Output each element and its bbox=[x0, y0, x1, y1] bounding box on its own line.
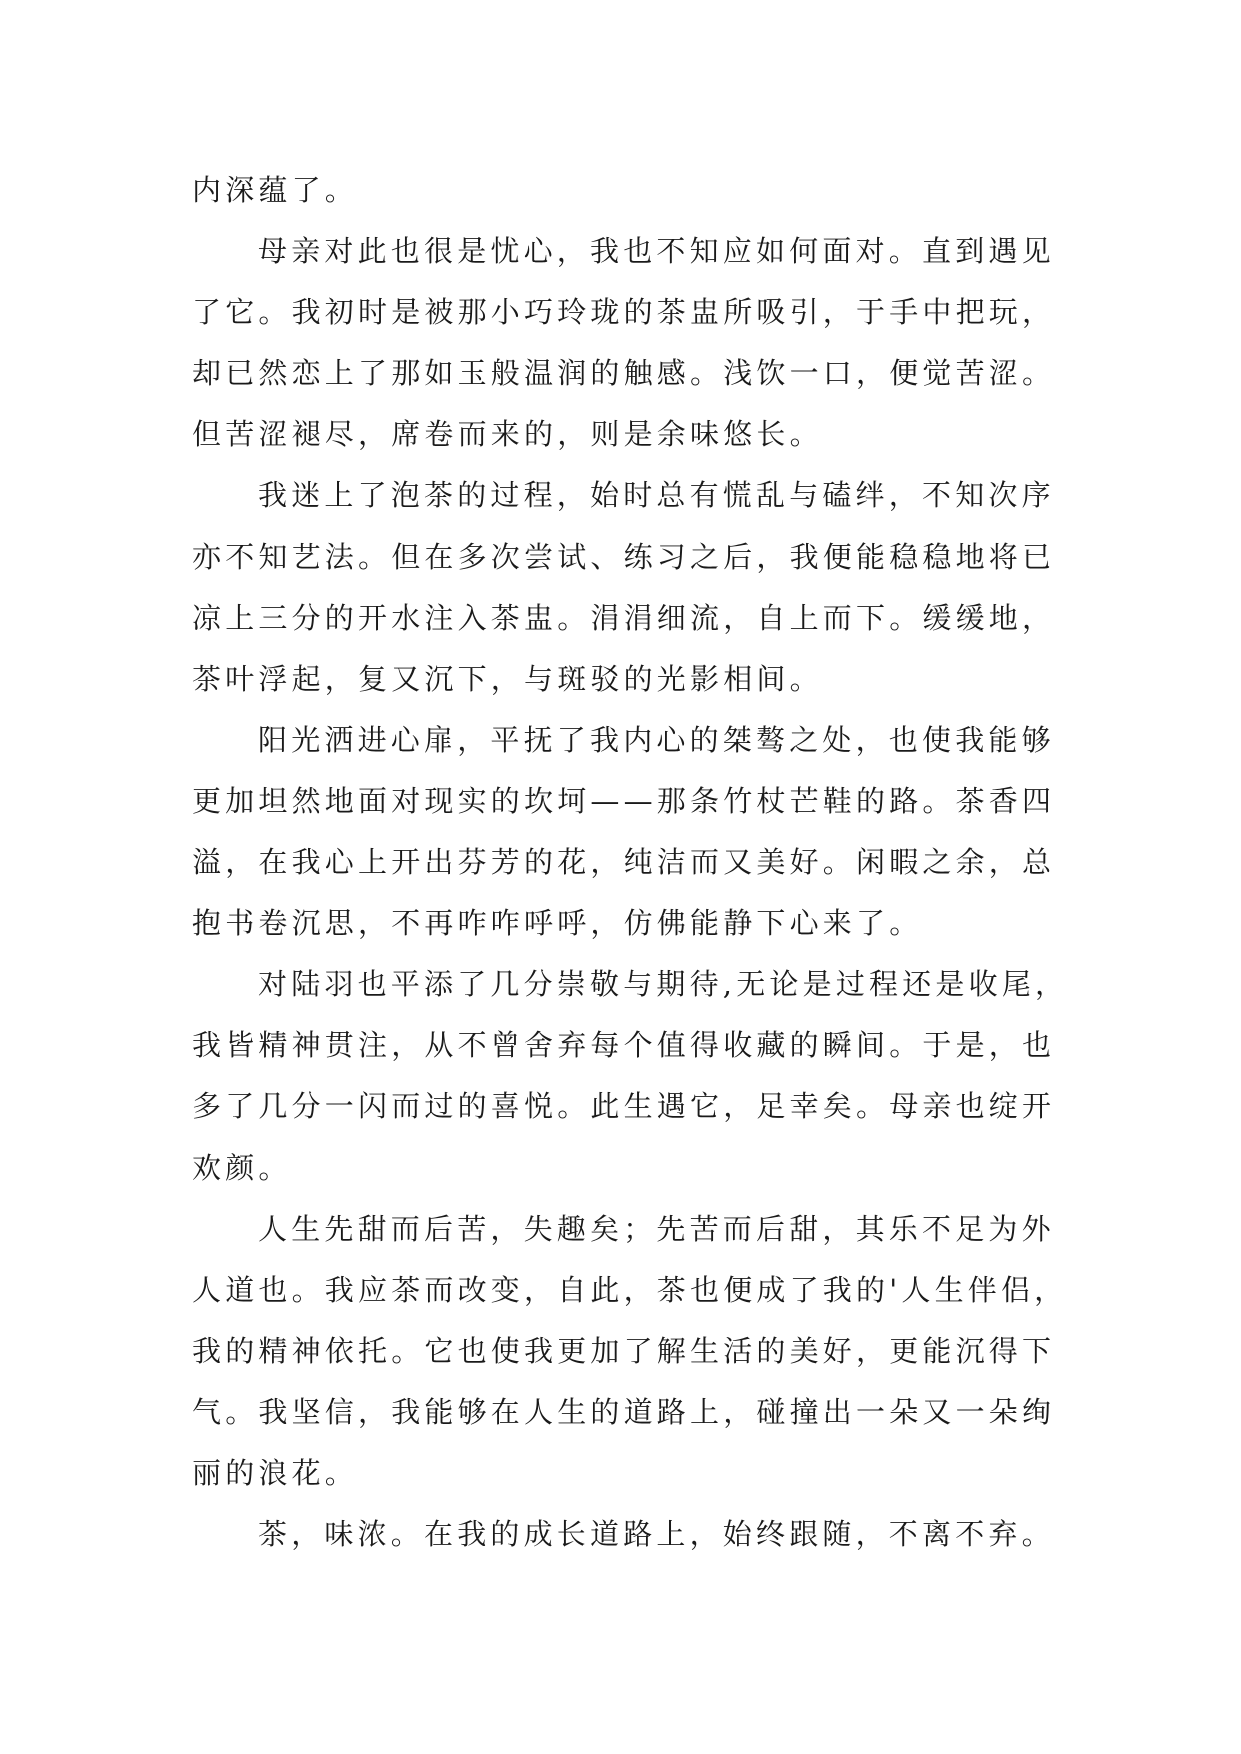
paragraph-line: 人道也。我应茶而改变，自此，茶也便成了我的'人生伴侣， bbox=[192, 1272, 1068, 1307]
paragraph-line: 我迷上了泡茶的过程，始时总有慌乱与磕绊，不知次序 bbox=[258, 478, 1055, 513]
paragraph-line: 我的精神依托。它也使我更加了解生活的美好，更能沉得下 bbox=[192, 1333, 1056, 1368]
paragraph-line: 人生先甜而后苦，失趣矣；先苦而后甜，其乐不足为外 bbox=[258, 1211, 1055, 1246]
paragraph-line: 亦不知艺法。但在多次尝试、练习之后，我便能稳稳地将已 bbox=[192, 539, 1056, 574]
paragraph-line: 茶叶浮起，复又沉下，与斑驳的光影相间。 bbox=[192, 661, 823, 696]
paragraph-line: 更加坦然地面对现实的坎坷——那条竹杖芒鞋的路。茶香四 bbox=[192, 783, 1056, 818]
paragraph-line: 欢颜。 bbox=[192, 1150, 292, 1185]
paragraph-line: 却已然恋上了那如玉般温润的触感。浅饮一口，便觉苦涩。 bbox=[192, 356, 1056, 391]
paragraph-line: 多了几分一闪而过的喜悦。此生遇它，足幸矣。母亲也绽开 bbox=[192, 1089, 1056, 1124]
paragraph-line: 溢，在我心上开出芬芳的花，纯洁而又美好。闲暇之余，总 bbox=[192, 845, 1056, 880]
paragraph-line: 丽的浪花。 bbox=[192, 1455, 359, 1490]
paragraph-line: 内深蕴了。 bbox=[192, 173, 359, 207]
paragraph-line: 母亲对此也很是忧心，我也不知应如何面对。直到遇见 bbox=[258, 234, 1055, 269]
paragraph-line: 凉上三分的开水注入茶盅。涓涓细流，自上而下。缓缓地， bbox=[192, 600, 1056, 635]
paragraph-line: 茶，味浓。在我的成长道路上，始终跟随，不离不弃。 bbox=[258, 1517, 1055, 1552]
paragraph-line: 气。我坚信，我能够在人生的道路上，碰撞出一朵又一朵绚 bbox=[192, 1394, 1056, 1429]
paragraph-line: 对陆羽也平添了几分崇敬与期待,无论是过程还是收尾， bbox=[258, 967, 1069, 1002]
paragraph-line: 我皆精神贯注，从不曾舍弃每个值得收藏的瞬间。于是，也 bbox=[192, 1028, 1056, 1063]
paragraph-line: 阳光洒进心扉，平抚了我内心的桀骜之处，也使我能够 bbox=[258, 722, 1055, 757]
paragraph-line: 了它。我初时是被那小巧玲珑的茶盅所吸引，于手中把玩， bbox=[192, 295, 1056, 330]
paragraph-line: 抱书卷沉思，不再咋咋呼呼，仿佛能静下心来了。 bbox=[192, 906, 923, 941]
essay-body bbox=[192, 160, 1069, 1565]
paragraph-line: 但苦涩褪尽，席卷而来的，则是余味悠长。 bbox=[192, 417, 823, 452]
